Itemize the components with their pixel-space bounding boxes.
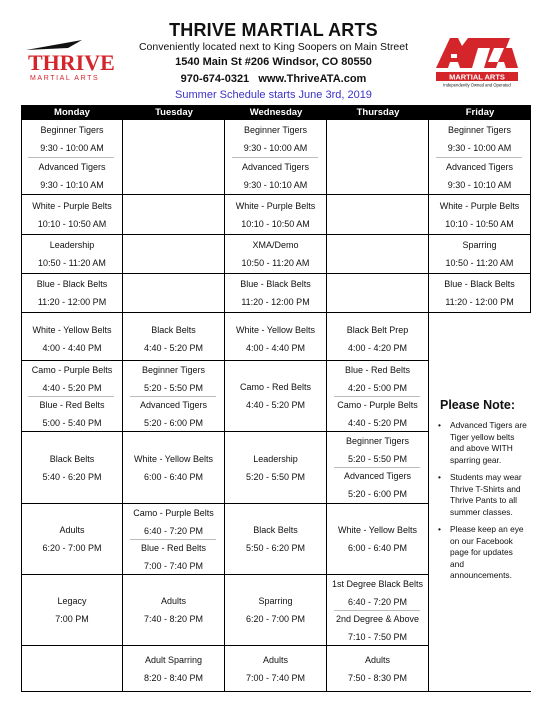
class-time: 6:00 - 6:40 PM bbox=[347, 543, 408, 553]
notes-list bbox=[436, 420, 528, 588]
class-name: Adults bbox=[160, 596, 186, 606]
class-time: 5:20 - 6:00 PM bbox=[143, 417, 204, 428]
class-name: Advanced Tigers bbox=[445, 161, 514, 172]
column-header-thursday: Thursday bbox=[327, 105, 429, 120]
svg-text:THRIVE: THRIVE bbox=[28, 50, 115, 75]
svg-text:MARTIAL ARTS: MARTIAL ARTS bbox=[449, 72, 505, 82]
class-time: 5:20 - 6:00 PM bbox=[347, 489, 408, 499]
class-name: Leadership bbox=[253, 453, 298, 464]
class-time: 10:50 - 11:20 AM bbox=[445, 258, 514, 268]
class-name: Beginner Tigers bbox=[40, 124, 104, 135]
class-time: 10:10 - 10:50 AM bbox=[241, 218, 310, 229]
class-time: 9:30 - 10:10 AM bbox=[40, 179, 104, 190]
class-name: Black Belts bbox=[253, 525, 298, 535]
class-name: Beginner Tigers bbox=[243, 124, 308, 135]
location-subtitle: Conveniently located next to King Soopers on Main Street bbox=[138, 41, 409, 53]
class-time: 6:40 - 7:20 PM bbox=[347, 596, 408, 607]
class-name: Advanced Tigers bbox=[38, 161, 106, 172]
class-name: Adult Sparring bbox=[144, 654, 203, 665]
class-time: 5:50 - 6:20 PM bbox=[245, 543, 306, 553]
class-time: 4:40 - 5:20 PM bbox=[245, 400, 306, 410]
class-name: White - Purple Belts bbox=[439, 200, 520, 211]
column-header-friday: Friday bbox=[429, 105, 531, 120]
class-time: 5:20 - 5:50 PM bbox=[347, 453, 408, 464]
class-time: 7:00 - 7:40 PM bbox=[245, 672, 306, 683]
address: 1540 Main St #206 Windsor, CO 80550 bbox=[175, 56, 372, 68]
class-time: 5:00 - 5:40 PM bbox=[42, 417, 102, 428]
class-name: Legacy bbox=[57, 596, 87, 606]
class-name: XMA/Demo bbox=[252, 240, 299, 250]
column-header-wednesday: Wednesday bbox=[225, 105, 327, 120]
notes-title: Please Note: bbox=[440, 398, 516, 412]
class-name: White - Yellow Belts bbox=[133, 453, 214, 464]
class-name: 1st Degree Black Belts bbox=[331, 578, 424, 589]
class-name: Camo - Purple Belts bbox=[31, 364, 113, 375]
class-name: Beginner Tigers bbox=[447, 124, 512, 135]
class-time: 5:20 - 5:50 PM bbox=[143, 382, 204, 393]
class-time: 11:20 - 12:00 PM bbox=[445, 297, 514, 307]
class-time: 4:00 - 4:40 PM bbox=[245, 343, 306, 353]
svg-text:MARTIAL ARTS: MARTIAL ARTS bbox=[30, 75, 100, 82]
class-name: Black Belt Prep bbox=[346, 325, 409, 335]
class-time: 7:50 - 8:30 PM bbox=[347, 672, 408, 683]
class-name: Adults bbox=[262, 654, 288, 665]
page-title: THRIVE MARTIAL ARTS bbox=[169, 20, 378, 40]
class-name: Blue - Red Belts bbox=[140, 542, 207, 553]
class-name: Blue - Black Belts bbox=[240, 279, 311, 289]
class-time: 11:20 - 12:00 PM bbox=[37, 297, 107, 307]
class-time: 10:10 - 10:50 AM bbox=[37, 218, 107, 229]
class-time: 11:20 - 12:00 PM bbox=[241, 297, 310, 307]
class-name: Black Belts bbox=[49, 453, 95, 464]
class-time: 9:30 - 10:00 AM bbox=[40, 142, 104, 153]
class-time: 4:40 - 5:20 PM bbox=[347, 417, 408, 428]
note-item: • Please keep an eye on our Facebook page for updates and announcements. bbox=[436, 524, 528, 582]
class-time: 9:30 - 10:10 AM bbox=[243, 179, 308, 190]
class-name: 2nd Degree & Above bbox=[335, 613, 420, 624]
class-time: 9:30 - 10:10 AM bbox=[447, 179, 512, 190]
class-time: 4:40 - 5:20 PM bbox=[42, 382, 102, 393]
class-name: Blue - Black Belts bbox=[36, 279, 108, 289]
column-header-tuesday: Tuesday bbox=[123, 105, 225, 120]
class-name: White - Yellow Belts bbox=[235, 325, 316, 335]
class-name: Beginner Tigers bbox=[345, 435, 410, 446]
class-time: 10:50 - 11:20 AM bbox=[38, 258, 106, 268]
note-item: • Students may wear Thrive T-Shirts and Thrive Pants to all summer classes. bbox=[436, 472, 528, 518]
class-time: 6:20 - 7:00 PM bbox=[42, 543, 102, 553]
class-time: 7:00 - 7:40 PM bbox=[143, 560, 204, 571]
class-time: 8:20 - 8:40 PM bbox=[143, 672, 204, 683]
class-time: 4:00 - 4:20 PM bbox=[347, 343, 408, 353]
class-time: 9:30 - 10:00 AM bbox=[243, 142, 308, 153]
class-time: 9:30 - 10:00 AM bbox=[447, 142, 512, 153]
class-time: 5:40 - 6:20 PM bbox=[42, 471, 102, 482]
class-name: White - Yellow Belts bbox=[32, 325, 112, 335]
note-item: • Advanced Tigers are Tiger yellow belts and above WITH sparring gear. bbox=[436, 420, 528, 466]
class-time: 10:10 - 10:50 AM bbox=[445, 218, 514, 229]
class-time: 7:00 PM bbox=[55, 614, 89, 624]
class-name: Black Belts bbox=[151, 325, 196, 335]
class-name: White - Purple Belts bbox=[32, 200, 112, 211]
class-time: 4:40 - 5:20 PM bbox=[143, 343, 204, 353]
class-time: 7:10 - 7:50 PM bbox=[347, 631, 408, 642]
class-name: Advanced Tigers bbox=[241, 161, 310, 172]
schedule-start-note: Summer Schedule starts June 3rd, 2019 bbox=[175, 89, 372, 101]
class-name: Camo - Purple Belts bbox=[337, 399, 418, 410]
class-time: 6:00 - 6:40 PM bbox=[143, 471, 204, 482]
class-time: 6:20 - 7:00 PM bbox=[245, 614, 306, 624]
class-name: Advanced Tigers bbox=[343, 471, 412, 481]
class-time: 4:00 - 4:40 PM bbox=[42, 343, 102, 353]
class-time: 4:20 - 5:00 PM bbox=[347, 382, 408, 393]
class-name: Adults bbox=[59, 525, 85, 535]
class-name: Adults bbox=[364, 654, 390, 665]
class-time: 6:40 - 7:20 PM bbox=[143, 525, 204, 536]
class-name: Advanced Tigers bbox=[139, 399, 208, 410]
class-name: Blue - Red Belts bbox=[344, 364, 411, 375]
phone-website: 970-674-0321 www.ThriveATA.com bbox=[180, 73, 367, 85]
class-name: Beginner Tigers bbox=[141, 364, 206, 375]
class-name: Camo - Red Belts bbox=[239, 382, 312, 392]
class-name: Sparring bbox=[258, 596, 293, 606]
class-time: 7:40 - 8:20 PM bbox=[143, 614, 204, 624]
class-time: 10:50 - 11:20 AM bbox=[241, 258, 310, 268]
class-time: 5:20 - 5:50 PM bbox=[245, 471, 306, 482]
class-name: Camo - Purple Belts bbox=[133, 507, 214, 518]
column-header-monday: Monday bbox=[21, 105, 123, 120]
class-name: Blue - Red Belts bbox=[39, 399, 105, 410]
class-name: Sparring bbox=[462, 240, 497, 250]
class-name: White - Yellow Belts bbox=[337, 525, 418, 535]
class-name: Blue - Black Belts bbox=[444, 279, 515, 289]
class-name: White - Purple Belts bbox=[235, 200, 316, 211]
svg-text:Independently Owned and Operat: Independently Owned and Operated bbox=[443, 82, 511, 88]
class-name: Leadership bbox=[49, 240, 95, 250]
